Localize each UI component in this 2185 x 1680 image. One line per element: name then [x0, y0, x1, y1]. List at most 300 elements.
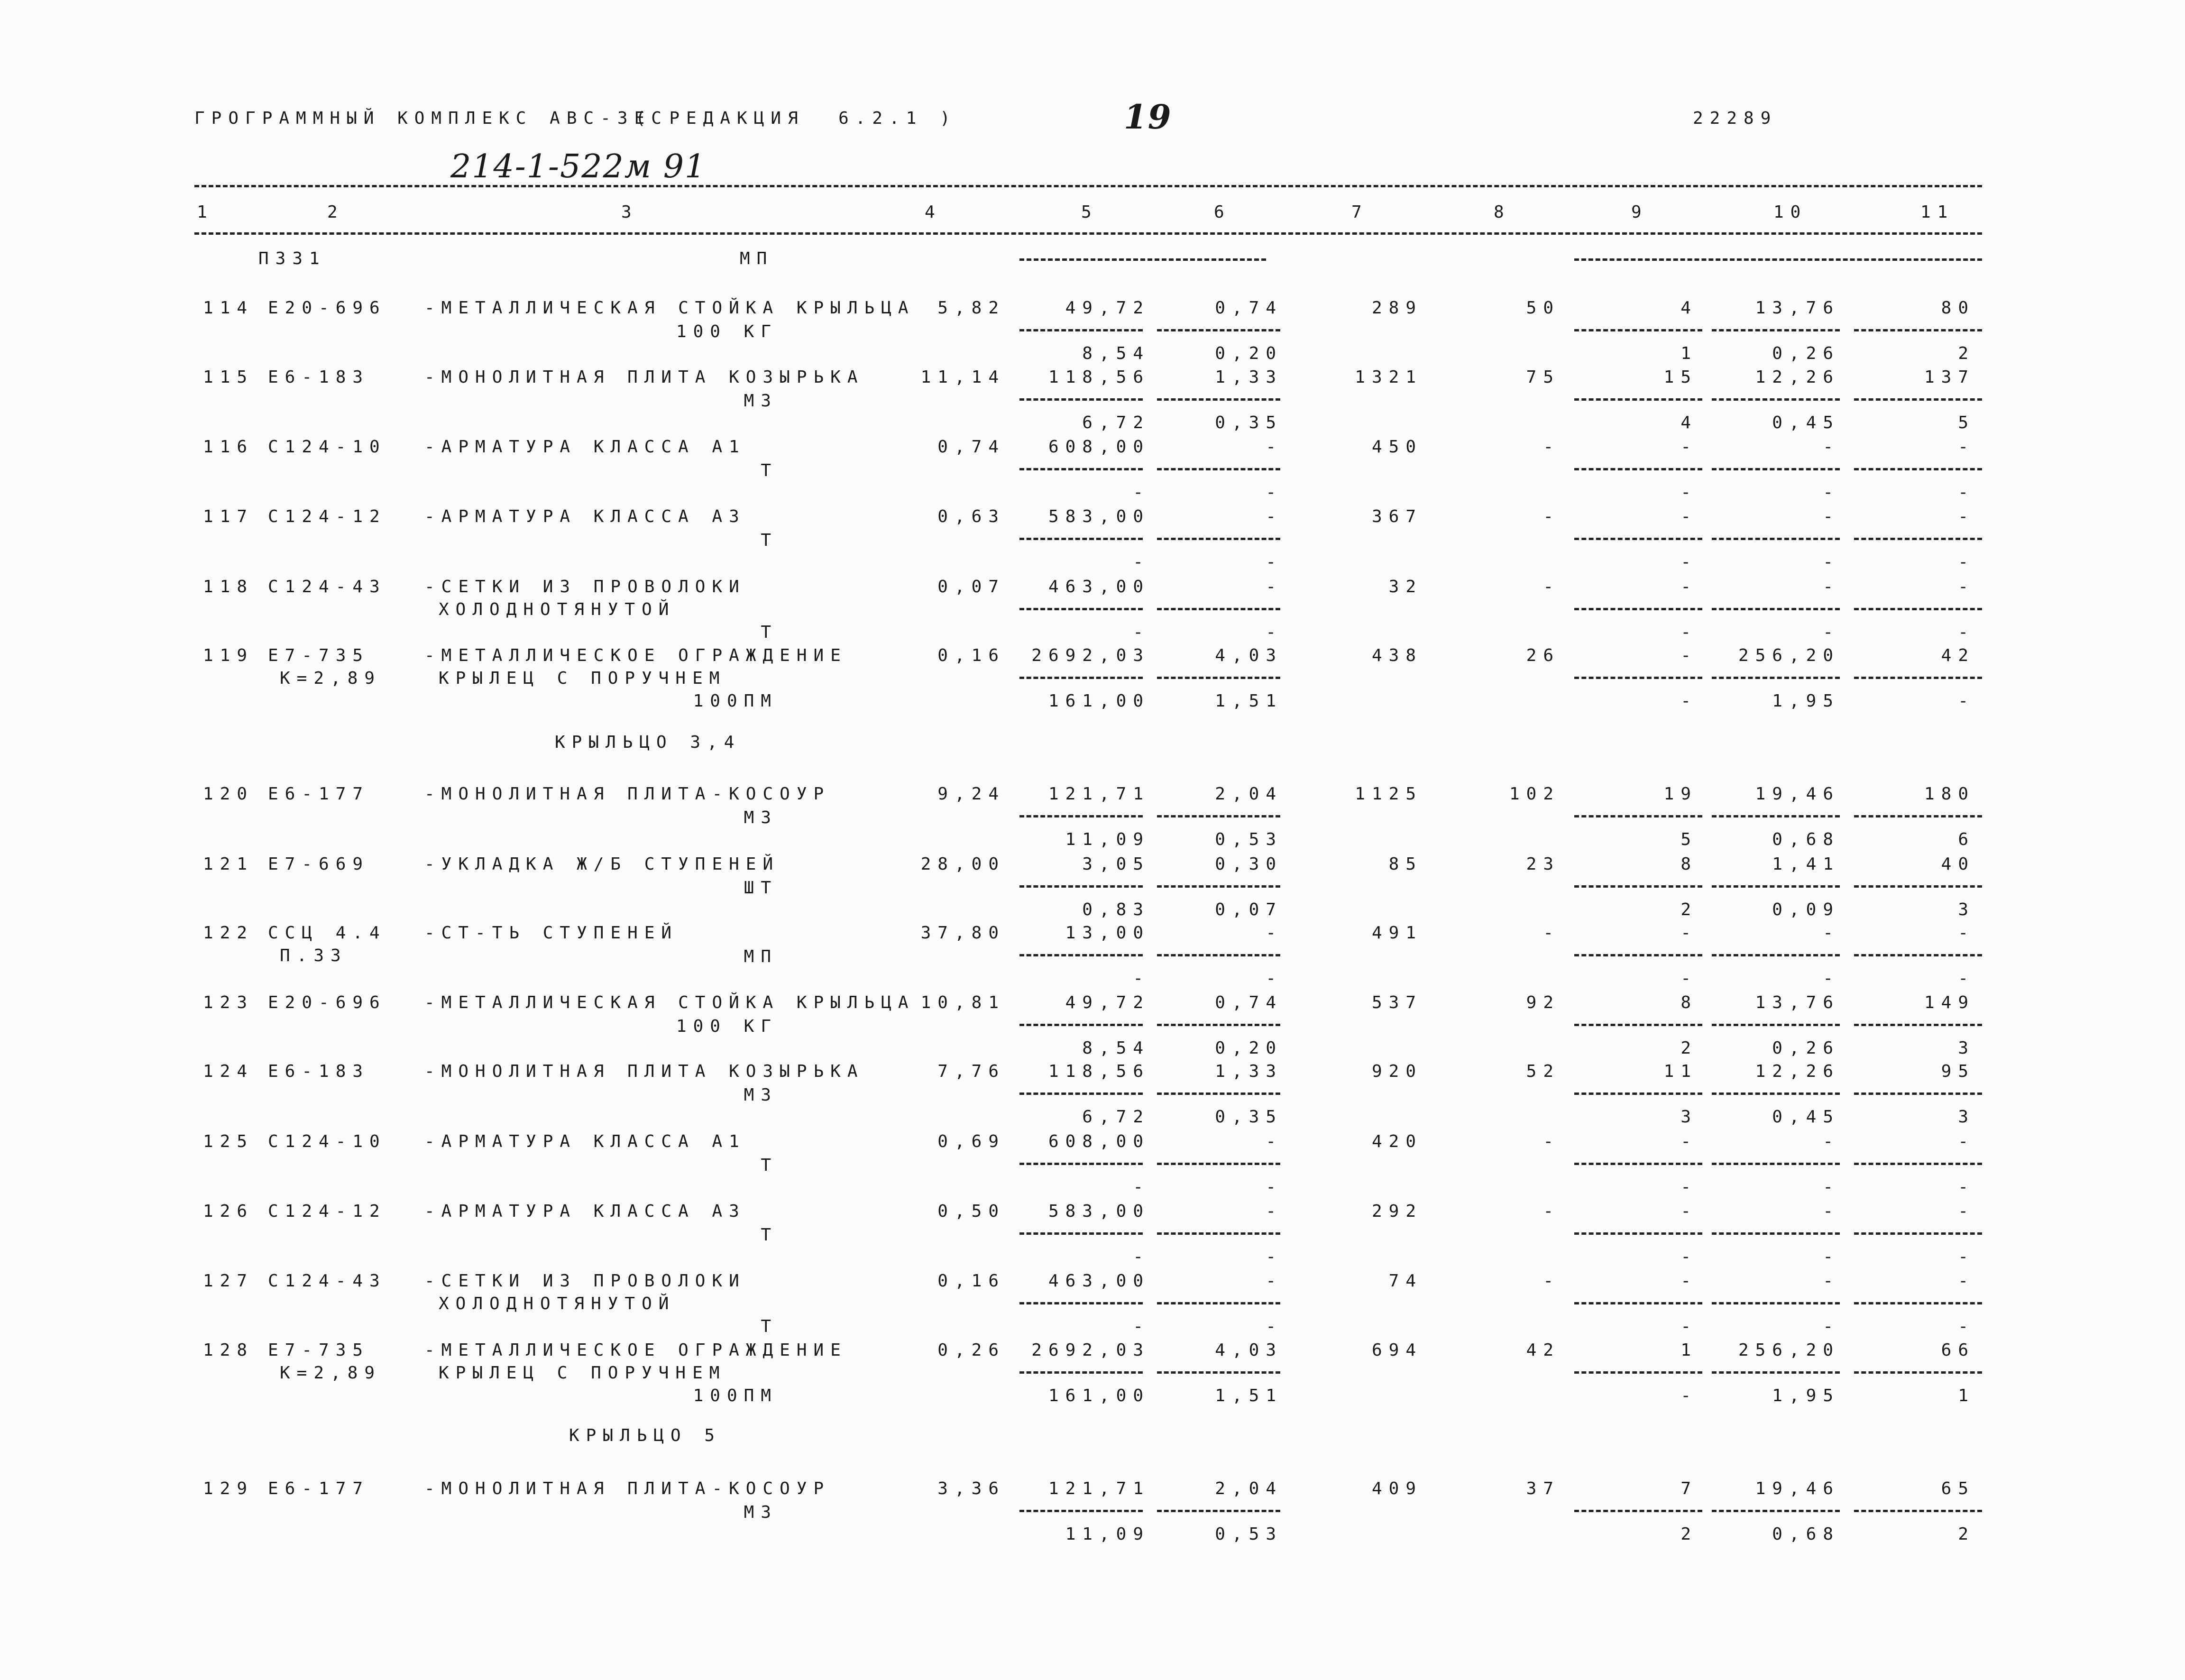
subvalue-c9: - [1680, 552, 1698, 572]
norm-code-extra: К=2,89 [280, 1363, 382, 1383]
quantity: 0,69 [937, 1132, 1005, 1151]
subtotal-rule [1712, 398, 1840, 401]
value-c7: 85 [1388, 854, 1423, 874]
subvalue-c11: - [1958, 483, 1975, 502]
work-name: -АРМАТУРА КЛАССА А3 [424, 507, 746, 526]
subvalue-c11: 3 [1958, 900, 1975, 919]
subvalue-c6: 0,35 [1215, 1107, 1283, 1127]
subtotal-rule [1574, 329, 1702, 331]
unit: Т [761, 1156, 778, 1175]
subtotal-rule [1019, 815, 1143, 817]
subvalue-c9: 2 [1680, 1524, 1698, 1544]
value-c9: - [1680, 1271, 1698, 1291]
row-number: 124 [202, 1062, 254, 1081]
table-top-rule [194, 185, 1982, 187]
norm-code: Е6-177 [268, 784, 370, 804]
unit: 100ПМ [693, 1386, 778, 1405]
row-number: 123 [202, 993, 254, 1012]
work-name: -МОНОЛИТНАЯ ПЛИТА-КОСОУР [424, 1479, 831, 1498]
value-c6: 1,33 [1215, 367, 1283, 387]
value-c6: 4,03 [1215, 1340, 1283, 1360]
subtotal-rule [1019, 885, 1143, 888]
subtotal-rule [1019, 329, 1143, 331]
subtotal-rule [1157, 1024, 1280, 1026]
value-c5: 2692,03 [1031, 1340, 1150, 1360]
subtotal-rule [1854, 677, 1982, 679]
subtotal-rule [1019, 1232, 1143, 1235]
subvalue-c9: 2 [1680, 1038, 1698, 1058]
subvalue-c11: 1 [1958, 1386, 1975, 1405]
value-c10: - [1823, 923, 1840, 943]
subvalue-c6: 0,53 [1215, 830, 1283, 849]
subvalue-c9: - [1680, 1386, 1698, 1405]
subtotal-rule [1574, 815, 1702, 817]
subtotal-rule [1157, 329, 1280, 331]
value-c7: 289 [1371, 298, 1423, 318]
row-number: 116 [202, 437, 254, 457]
value-c10: - [1823, 507, 1840, 526]
value-c6: 0,74 [1215, 298, 1283, 318]
value-c10: 12,26 [1755, 1062, 1840, 1081]
value-c7: 438 [1371, 646, 1423, 665]
value-c7: 1321 [1355, 367, 1423, 387]
value-c7: 409 [1371, 1479, 1423, 1498]
value-c6: 2,04 [1215, 784, 1283, 804]
row-number: 121 [202, 854, 254, 874]
norm-code: С124-12 [268, 1202, 386, 1221]
subvalue-c11: 2 [1958, 344, 1975, 363]
value-c6: - [1266, 923, 1283, 943]
value-c9: - [1680, 646, 1698, 665]
value-c10: 12,26 [1755, 367, 1840, 387]
subvalue-c6: - [1266, 552, 1283, 572]
subvalue-c11: - [1958, 1177, 1975, 1197]
unit: М3 [744, 1085, 778, 1105]
value-c9: 11 [1663, 1062, 1698, 1081]
value-c10: - [1823, 1202, 1840, 1221]
value-c10: - [1823, 1132, 1840, 1151]
subtotal-rule [1712, 1232, 1840, 1235]
value-c8: 52 [1526, 1062, 1560, 1081]
column-header-2: 2 [327, 202, 344, 222]
subtotal-rule [1019, 1163, 1143, 1165]
table-header-rule [194, 232, 1982, 235]
value-c6: - [1266, 1132, 1283, 1151]
row-number: 115 [202, 367, 254, 387]
subtotal-rule [1157, 468, 1280, 470]
subvalue-c6: 1,51 [1215, 1386, 1283, 1405]
subtotal-rule [1157, 1302, 1280, 1304]
quantity: 0,50 [937, 1202, 1005, 1221]
row-number: 126 [202, 1202, 254, 1221]
subvalue-c6: - [1266, 1177, 1283, 1197]
value-c7: 694 [1371, 1340, 1423, 1360]
subvalue-c9: - [1680, 969, 1698, 988]
quantity: 0,63 [937, 507, 1005, 526]
value-c11: 66 [1941, 1340, 1975, 1360]
subtotal-rule [1157, 1510, 1280, 1512]
subvalue-c10: - [1823, 1317, 1840, 1336]
handwritten-note: 214-1-522м 91 [450, 148, 707, 185]
subvalue-c5: 11,09 [1065, 830, 1150, 849]
subvalue-c5: 8,54 [1082, 1038, 1150, 1058]
subtotal-rule [1574, 1302, 1702, 1304]
subtotal-rule [1574, 608, 1702, 610]
subtotal-rule [1157, 1092, 1280, 1095]
subtotal-rule [1854, 1232, 1982, 1235]
section-porch-3-4: КРЫЛЬЦО 3,4 [555, 733, 741, 752]
value-c7: 491 [1371, 923, 1423, 943]
work-name: -СЕТКИ ИЗ ПРОВОЛОКИ [424, 577, 746, 597]
subvalue-c6: 0,20 [1215, 344, 1283, 363]
subtotal-rule [1157, 538, 1280, 540]
subtotal-rule [1157, 677, 1280, 679]
value-c11: 95 [1941, 1062, 1975, 1081]
value-c11: 137 [1924, 367, 1975, 387]
column-header-11: 11 [1920, 202, 1955, 222]
subtotal-rule [1854, 1092, 1982, 1095]
subtotal-rule [1854, 398, 1982, 401]
subtotal-rule [1712, 1371, 1840, 1374]
subvalue-c11: - [1958, 623, 1975, 642]
edition: ( РЕДАКЦИЯ 6.2.1 ) [635, 109, 957, 128]
subtotal-rule [1019, 398, 1143, 401]
value-c11: - [1958, 1202, 1975, 1221]
subvalue-c5: - [1133, 552, 1150, 572]
column-header-10: 10 [1773, 202, 1808, 222]
subtotal-rule [1712, 885, 1840, 888]
value-c10: - [1823, 577, 1840, 597]
value-c7: 367 [1371, 507, 1423, 526]
quantity: 11,14 [920, 367, 1005, 387]
subtotal-rule [1574, 398, 1702, 401]
value-c10: - [1823, 1271, 1840, 1291]
subvalue-c6: 0,35 [1215, 413, 1283, 432]
subtotal-rule [1712, 815, 1840, 817]
value-c5: 118,56 [1048, 367, 1150, 387]
subtotal-rule [1854, 954, 1982, 956]
norm-code: С124-43 [268, 1271, 386, 1291]
subtotal-rule [1712, 1510, 1840, 1512]
subtotal-rule [1019, 1092, 1143, 1095]
subvalue-c6: 0,53 [1215, 1524, 1283, 1544]
value-c5: 49,72 [1065, 298, 1150, 318]
subtotal-rule [1712, 1092, 1840, 1095]
value-c8: - [1543, 507, 1560, 526]
row-number: 125 [202, 1132, 254, 1151]
value-c11: 40 [1941, 854, 1975, 874]
subvalue-c5: 6,72 [1082, 1107, 1150, 1127]
row-number: 119 [202, 646, 254, 665]
subvalue-c6: 0,07 [1215, 900, 1283, 919]
column-header-7: 7 [1351, 202, 1368, 222]
subtotal-rule [1712, 954, 1840, 956]
subtotal-rule [1574, 677, 1702, 679]
quantity: 0,16 [937, 1271, 1005, 1291]
value-c11: 80 [1941, 298, 1975, 318]
norm-code: ССЦ 4.4 [268, 923, 386, 943]
norm-code: Е6-183 [268, 367, 370, 387]
norm-code: Е7-669 [268, 854, 370, 874]
work-name: -АРМАТУРА КЛАССА А1 [424, 437, 746, 457]
subvalue-c5: 161,00 [1048, 1386, 1150, 1405]
subvalue-c10: - [1823, 1177, 1840, 1197]
work-name: -МОНОЛИТНАЯ ПЛИТА-КОСОУР [424, 784, 831, 804]
norm-code: С124-10 [268, 1132, 386, 1151]
subtotal-rule [1019, 1302, 1143, 1304]
unit: Т [761, 1317, 778, 1336]
subvalue-c9: 1 [1680, 344, 1698, 363]
subvalue-c10: 0,68 [1772, 830, 1840, 849]
value-c9: - [1680, 437, 1698, 457]
subvalue-c5: 8,54 [1082, 344, 1150, 363]
subvalue-c10: 0,45 [1772, 413, 1840, 432]
value-c7: 537 [1371, 993, 1423, 1012]
work-name: -МОНОЛИТНАЯ ПЛИТА КОЗЫРЬКА [424, 367, 864, 387]
subtotal-rule [1019, 608, 1143, 610]
subtotal-rule [1019, 1024, 1143, 1026]
subtotal-rule [1712, 329, 1840, 331]
subvalue-c9: 4 [1680, 413, 1698, 432]
value-c8: - [1543, 437, 1560, 457]
subtotal-rule [1019, 468, 1143, 470]
work-name: -АРМАТУРА КЛАССА А3 [424, 1202, 746, 1221]
subtotal-rule [1019, 1510, 1143, 1512]
subvalue-c10: - [1823, 623, 1840, 642]
unit: М3 [744, 808, 778, 827]
value-c5: 463,00 [1048, 1271, 1150, 1291]
value-c5: 3,05 [1082, 854, 1150, 874]
value-c8: 75 [1526, 367, 1560, 387]
subvalue-c10: 1,95 [1772, 1386, 1840, 1405]
value-c9: 7 [1680, 1479, 1698, 1498]
subvalue-c6: 0,20 [1215, 1038, 1283, 1058]
value-c11: - [1958, 507, 1975, 526]
subtotal-rule [1157, 815, 1280, 817]
norm-code: Е6-183 [268, 1062, 370, 1081]
top-ref-code: П331 [258, 249, 326, 268]
subtotal-rule [1854, 329, 1982, 331]
subvalue-c5: - [1133, 483, 1150, 502]
subvalue-c11: - [1958, 1317, 1975, 1336]
subtotal-rule [1854, 608, 1982, 610]
value-c8: - [1543, 1132, 1560, 1151]
subtotal-rule [1712, 1302, 1840, 1304]
subtotal-rule [1854, 468, 1982, 470]
value-c8: 26 [1526, 646, 1560, 665]
subtotal-rule [1157, 608, 1280, 610]
subvalue-c9: - [1680, 483, 1698, 502]
value-c8: 50 [1526, 298, 1560, 318]
subvalue-c10: 0,26 [1772, 344, 1840, 363]
column-header-1: 1 [197, 202, 214, 222]
subvalue-c9: - [1680, 691, 1698, 711]
value-c9: - [1680, 923, 1698, 943]
subtotal-rule [1019, 954, 1143, 956]
work-name: -МЕТАЛЛИЧЕСКАЯ СТОЙКА КРЫЛЬЦА [424, 298, 915, 318]
row-number: 127 [202, 1271, 254, 1291]
work-name: -СТ-ТЬ СТУПЕНЕЙ [424, 923, 679, 943]
subtotal-rule [1854, 1302, 1982, 1304]
value-c6: 0,74 [1215, 993, 1283, 1012]
subvalue-c11: 5 [1958, 413, 1975, 432]
subtotal-rule [1712, 677, 1840, 679]
subtotal-rule [1854, 1510, 1982, 1512]
value-c7: 420 [1371, 1132, 1423, 1151]
value-c5: 13,00 [1065, 923, 1150, 943]
subvalue-c11: - [1958, 552, 1975, 572]
value-c11: 149 [1924, 993, 1975, 1012]
top-ref-unit: МП [740, 249, 774, 268]
column-header-6: 6 [1214, 202, 1231, 222]
subtotal-rule [1574, 1510, 1702, 1512]
row-number: 114 [202, 298, 254, 318]
subvalue-c5: 161,00 [1048, 691, 1150, 711]
subvalue-c6: - [1266, 1247, 1283, 1267]
unit: М3 [744, 391, 778, 411]
section-porch-5: КРЫЛЬЦО 5 [569, 1426, 722, 1445]
subtotal-rule [1854, 1371, 1982, 1374]
norm-code-extra: К=2,89 [280, 669, 382, 688]
subvalue-c6: 1,51 [1215, 691, 1283, 711]
page-number: 19 [1124, 97, 1172, 137]
value-c9: - [1680, 1132, 1698, 1151]
work-name: -УКЛАДКА Ж/Б СТУПЕНЕЙ [424, 854, 780, 874]
value-c7: 450 [1371, 437, 1423, 457]
work-name-cont: КРЫЛЕЦ С ПОРУЧНЕМ [439, 669, 726, 688]
work-name: -МЕТАЛЛИЧЕСКОЕ ОГРАЖДЕНИЕ [424, 1340, 847, 1360]
program-title: ГРОГРАММНЫЙ КОМПЛЕКС АВС-ЗЕС [194, 109, 668, 128]
unit: Т [761, 461, 778, 480]
work-name: -МЕТАЛЛИЧЕСКОЕ ОГРАЖДЕНИЕ [424, 646, 847, 665]
value-c9: 19 [1663, 784, 1698, 804]
value-c5: 463,00 [1048, 577, 1150, 597]
quantity: 0,74 [937, 437, 1005, 457]
value-c10: 19,46 [1755, 1479, 1840, 1498]
subvalue-c9: - [1680, 1317, 1698, 1336]
subvalue-c6: - [1266, 1317, 1283, 1336]
quantity: 0,07 [937, 577, 1005, 597]
subvalue-c11: 3 [1958, 1107, 1975, 1127]
quantity: 0,26 [937, 1340, 1005, 1360]
subvalue-c11: - [1958, 969, 1975, 988]
unit: Т [761, 623, 778, 642]
subvalue-c11: 2 [1958, 1524, 1975, 1544]
subvalue-c9: - [1680, 1177, 1698, 1197]
norm-code: Е6-177 [268, 1479, 370, 1498]
subvalue-c5: 0,83 [1082, 900, 1150, 919]
subtotal-rule [1157, 1371, 1280, 1374]
quantity: 3,36 [937, 1479, 1005, 1498]
subvalue-c9: 3 [1680, 1107, 1698, 1127]
value-c11: - [1958, 437, 1975, 457]
value-c6: 2,04 [1215, 1479, 1283, 1498]
subtotal-rule [1574, 468, 1702, 470]
subtotal-rule [1574, 885, 1702, 888]
norm-code: С124-10 [268, 437, 386, 457]
value-c9: 4 [1680, 298, 1698, 318]
subtotal-rule [1019, 1371, 1143, 1374]
unit: Т [761, 1225, 778, 1245]
quantity: 10,81 [920, 993, 1005, 1012]
subvalue-c10: - [1823, 969, 1840, 988]
value-c6: 4,03 [1215, 646, 1283, 665]
column-header-5: 5 [1081, 202, 1098, 222]
work-name: -МЕТАЛЛИЧЕСКАЯ СТОЙКА КРЫЛЬЦА [424, 993, 915, 1012]
subvalue-c6: - [1266, 483, 1283, 502]
subvalue-c10: 0,45 [1772, 1107, 1840, 1127]
row-number: 117 [202, 507, 254, 526]
subtotal-rule [1574, 954, 1702, 956]
value-c5: 2692,03 [1031, 646, 1150, 665]
subvalue-c11: - [1958, 691, 1975, 711]
unit: М3 [744, 1503, 778, 1522]
value-c7: 1125 [1355, 784, 1423, 804]
subvalue-c10: 0,09 [1772, 900, 1840, 919]
quantity: 37,80 [920, 923, 1005, 943]
value-c8: 42 [1526, 1340, 1560, 1360]
value-c8: - [1543, 1202, 1560, 1221]
subtotal-rule [1157, 1232, 1280, 1235]
work-name-cont: КРЫЛЕЦ С ПОРУЧНЕМ [439, 1363, 726, 1383]
value-c6: 0,30 [1215, 854, 1283, 874]
value-c11: - [1958, 923, 1975, 943]
value-c5: 49,72 [1065, 993, 1150, 1012]
subvalue-c11: 6 [1958, 830, 1975, 849]
value-c9: 1 [1680, 1340, 1698, 1360]
value-c11: - [1958, 577, 1975, 597]
norm-code: Е20-696 [268, 993, 386, 1012]
norm-code: Е7-735 [268, 1340, 370, 1360]
value-c7: 32 [1388, 577, 1423, 597]
norm-code: Е7-735 [268, 646, 370, 665]
subtotal-rule [1712, 538, 1840, 540]
value-c8: - [1543, 577, 1560, 597]
subvalue-c11: 3 [1958, 1038, 1975, 1058]
subtotal-rule [1854, 815, 1982, 817]
value-c10: 13,76 [1755, 298, 1840, 318]
value-c11: - [1958, 1132, 1975, 1151]
subtotal-rule [1019, 538, 1143, 540]
unit: 100 КГ [676, 322, 778, 341]
subtotal-rule [1574, 1024, 1702, 1026]
row-number: 128 [202, 1340, 254, 1360]
subvalue-c5: - [1133, 1177, 1150, 1197]
column-header-9: 9 [1631, 202, 1648, 222]
subvalue-c9: - [1680, 623, 1698, 642]
value-c6: - [1266, 1202, 1283, 1221]
subvalue-c10: 1,95 [1772, 691, 1840, 711]
value-c9: 15 [1663, 367, 1698, 387]
value-c8: - [1543, 923, 1560, 943]
value-c6: - [1266, 437, 1283, 457]
subvalue-c10: - [1823, 483, 1840, 502]
unit: ШТ [744, 878, 778, 898]
value-c10: - [1823, 437, 1840, 457]
unit: МП [744, 947, 778, 966]
norm-code: С124-43 [268, 577, 386, 597]
value-c7: 292 [1371, 1202, 1423, 1221]
value-c11: - [1958, 1271, 1975, 1291]
quantity: 28,00 [920, 854, 1005, 874]
column-header-4: 4 [925, 202, 942, 222]
subtotal-rule [1157, 398, 1280, 401]
row-number: 120 [202, 784, 254, 804]
value-c5: 118,56 [1048, 1062, 1150, 1081]
doc-code: 22289 [1693, 109, 1778, 128]
norm-code: С124-12 [268, 507, 386, 526]
quantity: 0,16 [937, 646, 1005, 665]
